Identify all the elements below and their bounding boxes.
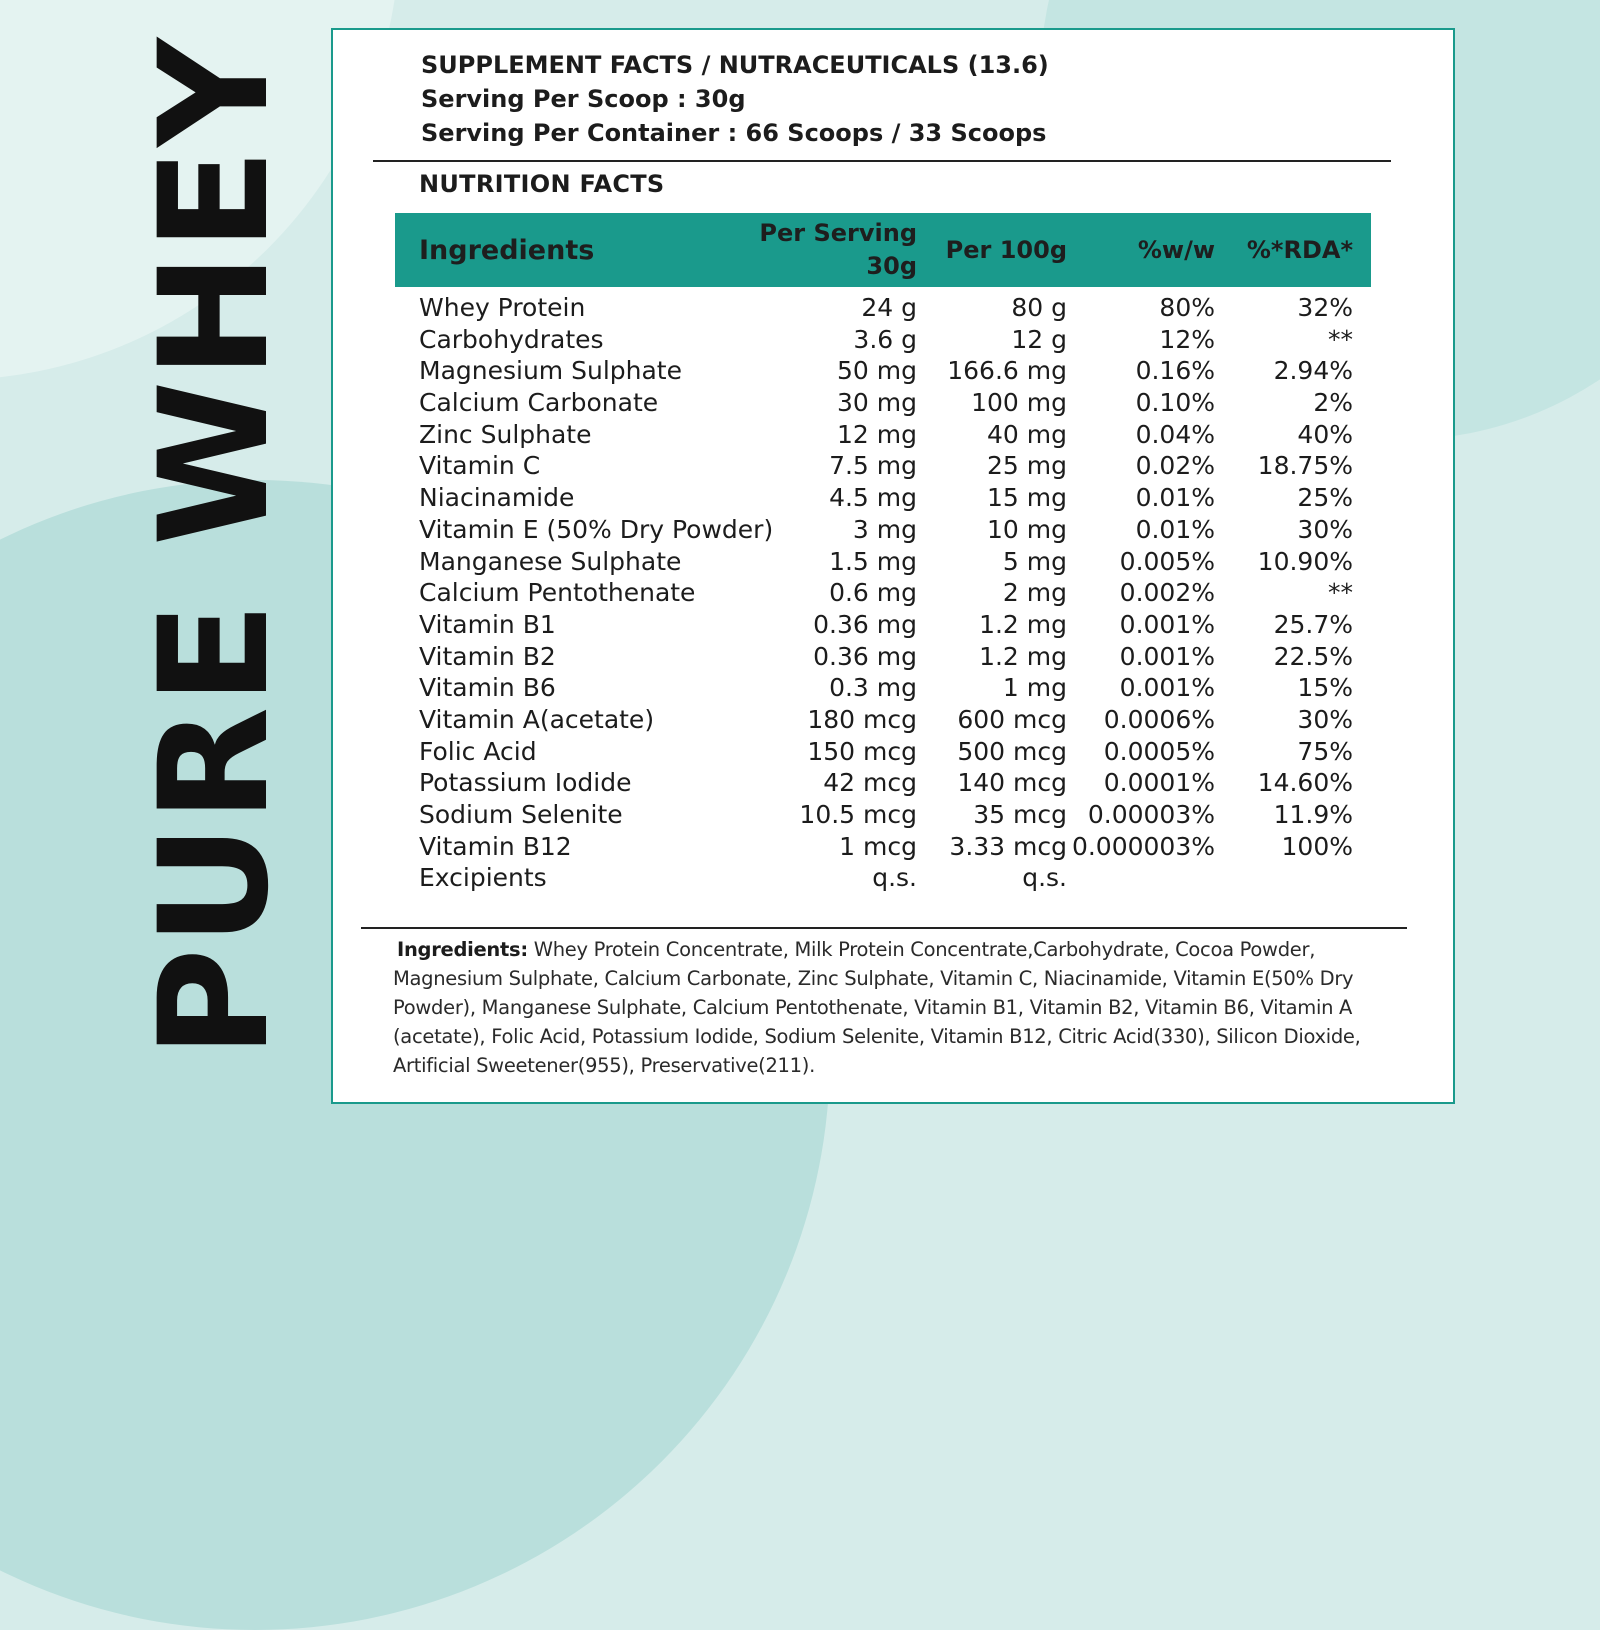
per-100g-value: 600 mcg <box>957 704 1067 734</box>
rda-value: 32% <box>1297 293 1353 322</box>
table-row <box>395 577 1371 609</box>
table-row <box>395 419 1371 451</box>
table-header <box>395 213 1371 287</box>
divider <box>373 160 1391 162</box>
w-w-value: 0.001% <box>1119 641 1215 671</box>
header-per-serving-label: Per Serving <box>759 219 917 247</box>
facts-title: SUPPLEMENT FACTS / NUTRACEUTICALS (13.6) <box>421 51 1049 79</box>
table-row <box>395 799 1371 831</box>
supplement-facts-panel <box>331 28 1455 1104</box>
table-row <box>395 450 1371 482</box>
w-w-value: 0.002% <box>1119 578 1215 608</box>
per-100g-value: 500 mcg <box>957 736 1067 766</box>
table-body <box>395 292 1371 894</box>
rda-value: 15% <box>1297 673 1353 703</box>
per-100g-value: 40 mg <box>987 419 1067 449</box>
ingredients-text: Whey Protein Concentrate, Milk Protein Concentrate,Carbohydrate, Cocoa Powder, Magnesium Sulphate, Calcium Carbonate, Zinc Sulphate, Vitamin C, Niacinamide, Vitamin E(50% Dry Powder), Manganese Sulphate, Calcium Pentothenate, Vitamin B1, Vitamin B2, Vitamin B6, Vitamin A (acetate), Folic Acid, Potassium Iodide, Sodium Selenite, Vitamin B12, Citric Acid(330), Silicon Dioxide, Artificial Sweetener(955), Preservative(211). <box>393 938 1361 1077</box>
per-100g-value: 100 mg <box>971 388 1067 418</box>
per-100g-value: 35 mcg <box>973 800 1067 829</box>
per-100g-value: 3.33 mcg <box>949 831 1067 861</box>
w-w-value: 0.000003% <box>1071 831 1215 861</box>
per-100g-value: 12 g <box>1011 324 1067 354</box>
per-serving-value: 1 mcg <box>839 831 917 861</box>
per-serving-value: 24 g <box>861 293 917 322</box>
per-100g-value: q.s. <box>1022 863 1067 893</box>
w-w-value: 0.005% <box>1119 546 1215 576</box>
header-w-w: %w/w <box>1137 236 1215 264</box>
per-100g-value: 166.6 mg <box>947 356 1067 386</box>
per-serving-value: 4.5 mg <box>829 483 917 513</box>
per-100g-value: 140 mcg <box>957 768 1067 798</box>
ingredient-name: Whey Protein <box>419 293 586 322</box>
ingredient-name: Carbohydrates <box>419 324 604 354</box>
nutrition-facts-title: NUTRITION FACTS <box>419 170 665 198</box>
header-per-100g: Per 100g <box>945 236 1067 264</box>
header-per-serving-size: 30g <box>866 252 917 280</box>
rda-value: 30% <box>1297 704 1353 734</box>
ingredient-name: Manganese Sulphate <box>419 546 682 576</box>
per-serving-value: 50 mg <box>837 356 917 386</box>
per-100g-value: 80 g <box>1011 293 1067 322</box>
per-serving-value: 10.5 mcg <box>799 800 917 829</box>
table-row <box>395 546 1371 578</box>
per-100g-value: 25 mg <box>987 451 1067 481</box>
rda-value: 30% <box>1297 514 1353 544</box>
header-ingredients: Ingredients <box>419 234 595 266</box>
table-row <box>395 736 1371 768</box>
rda-value: 22.5% <box>1273 641 1353 671</box>
ingredient-name: Vitamin C <box>419 451 541 481</box>
per-100g-value: 5 mg <box>1002 546 1067 576</box>
w-w-value: 0.00003% <box>1087 800 1215 829</box>
per-serving-value: 3 mg <box>852 514 917 544</box>
ingredient-name: Vitamin B6 <box>419 673 556 703</box>
header-rda: %*RDA* <box>1246 236 1353 264</box>
rda-value: 40% <box>1297 419 1353 449</box>
table-row <box>395 324 1371 356</box>
table-row <box>395 641 1371 673</box>
w-w-value: 0.01% <box>1135 514 1215 544</box>
ingredient-name: Vitamin E (50% Dry Powder) <box>419 514 774 544</box>
rda-value: 25.7% <box>1273 609 1353 639</box>
rda-value: 2.94% <box>1273 356 1353 386</box>
per-100g-value: 15 mg <box>987 483 1067 513</box>
per-serving-value: 0.6 mg <box>829 578 917 608</box>
w-w-value: 0.16% <box>1135 356 1215 386</box>
rda-value: 10.90% <box>1257 546 1353 576</box>
table-row <box>395 514 1371 546</box>
header-per-serving <box>755 213 917 287</box>
table-row <box>395 831 1371 863</box>
w-w-value: 80% <box>1159 293 1215 322</box>
rda-value: 18.75% <box>1257 451 1353 481</box>
per-serving-value: 12 mg <box>837 419 917 449</box>
ingredient-name: Sodium Selenite <box>419 800 623 829</box>
divider <box>361 927 1407 929</box>
table-row <box>395 387 1371 419</box>
ingredient-name: Vitamin B1 <box>419 609 556 639</box>
per-serving-value: 42 mcg <box>823 768 917 798</box>
ingredient-name: Magnesium Sulphate <box>419 356 682 386</box>
serving-per-container: Serving Per Container : 66 Scoops / 33 Scoops <box>421 119 1047 147</box>
rda-value: 14.60% <box>1257 768 1353 798</box>
table-row <box>395 672 1371 704</box>
ingredient-name: Calcium Carbonate <box>419 388 659 418</box>
per-100g-value: 1.2 mg <box>979 641 1067 671</box>
per-serving-value: 3.6 g <box>853 324 917 354</box>
brand-title: PURE WHEY <box>128 35 302 1058</box>
table-row <box>395 767 1371 799</box>
rda-value: 11.9% <box>1273 800 1353 829</box>
table-row <box>395 609 1371 641</box>
per-serving-value: 180 mcg <box>807 704 917 734</box>
ingredient-name: Folic Acid <box>419 736 537 766</box>
ingredient-name: Zinc Sulphate <box>419 419 592 449</box>
rda-value: 75% <box>1297 736 1353 766</box>
per-100g-value: 1 mg <box>1002 673 1067 703</box>
per-100g-value: 10 mg <box>987 514 1067 544</box>
table-row <box>395 355 1371 387</box>
table-row <box>395 292 1371 324</box>
per-serving-value: 7.5 mg <box>829 451 917 481</box>
table-row <box>395 482 1371 514</box>
facts-header <box>421 48 1049 150</box>
w-w-value: 0.10% <box>1135 388 1215 418</box>
rda-value: ** <box>1328 578 1353 608</box>
rda-value: 2% <box>1313 388 1353 418</box>
rda-value: ** <box>1328 324 1353 354</box>
table-row <box>395 704 1371 736</box>
table-row <box>395 862 1371 894</box>
per-serving-value: 0.3 mg <box>829 673 917 703</box>
w-w-value: 0.001% <box>1119 673 1215 703</box>
per-serving-value: 30 mg <box>837 388 917 418</box>
per-serving-value: 150 mcg <box>807 736 917 766</box>
per-serving-value: q.s. <box>872 863 917 893</box>
per-100g-value: 2 mg <box>1002 578 1067 608</box>
w-w-value: 12% <box>1159 324 1215 354</box>
w-w-value: 0.01% <box>1135 483 1215 513</box>
per-serving-value: 1.5 mg <box>829 546 917 576</box>
per-serving-value: 0.36 mg <box>813 609 917 639</box>
w-w-value: 0.02% <box>1135 451 1215 481</box>
rda-value: 100% <box>1281 831 1353 861</box>
w-w-value: 0.04% <box>1135 419 1215 449</box>
ingredients-list <box>393 935 1413 1080</box>
w-w-value: 0.001% <box>1119 609 1215 639</box>
ingredient-name: Vitamin B12 <box>419 831 572 861</box>
ingredient-name: Vitamin A(acetate) <box>419 704 655 734</box>
ingredient-name: Excipients <box>419 863 547 893</box>
serving-per-scoop: Serving Per Scoop : 30g <box>421 85 746 113</box>
ingredient-name: Potassium Iodide <box>419 768 632 798</box>
rda-value: 25% <box>1297 483 1353 513</box>
w-w-value: 0.0005% <box>1103 736 1215 766</box>
w-w-value: 0.0006% <box>1103 704 1215 734</box>
ingredient-name: Calcium Pentothenate <box>419 578 696 608</box>
per-serving-value: 0.36 mg <box>813 641 917 671</box>
ingredient-name: Vitamin B2 <box>419 641 556 671</box>
ingredient-name: Niacinamide <box>419 483 575 513</box>
per-100g-value: 1.2 mg <box>979 609 1067 639</box>
w-w-value: 0.0001% <box>1103 768 1215 798</box>
ingredients-label: Ingredients: <box>397 938 528 961</box>
